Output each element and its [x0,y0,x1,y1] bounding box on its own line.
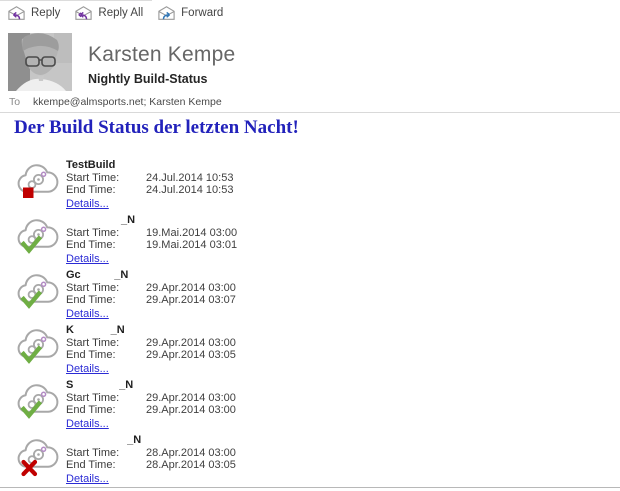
reply-all-label: Reply All [98,7,144,19]
details-link[interactable]: Details... [66,307,109,320]
start-time-value: 29.Apr.2014 03:00 [146,282,236,294]
end-time-value: 29.Apr.2014 03:05 [146,349,236,362]
build-name: TestBuild [66,159,116,171]
cloud-success-icon [12,322,60,372]
details-link[interactable]: Details... [66,197,109,210]
end-time-value: 29.Apr.2014 03:07 [146,294,236,307]
details-link[interactable]: Details... [66,362,109,375]
details-link[interactable]: Details... [66,252,109,265]
build-entry [12,157,432,212]
build-text [66,322,236,377]
build-status-heading: Der Build Status der letzten Nacht! [14,117,299,138]
message-subject: Nightly Build-Status [88,72,208,86]
start-time-value: 28.Apr.2014 03:00 [146,447,236,459]
details-link[interactable]: Details... [66,417,109,430]
cloud-success-icon [12,377,60,427]
build-text [66,267,236,322]
build-name: Gc _N [66,269,129,281]
end-time-label: End Time: [66,294,116,307]
end-time-value: 24.Jul.2014 10:53 [146,184,234,197]
reply-button[interactable] [7,5,60,21]
build-list [12,157,432,487]
build-entry [12,432,432,487]
end-time-value: 29.Apr.2014 03:00 [146,404,236,417]
header-separator [0,112,620,113]
end-time-value: 28.Apr.2014 03:05 [146,459,236,472]
cloud-stopped-icon [12,157,60,207]
build-entry [12,212,432,267]
build-entry [12,267,432,322]
sender-name[interactable]: Karsten Kempe [88,43,236,66]
reply-all-button[interactable] [74,5,143,21]
start-time-label: Start Time: [66,392,120,404]
end-time-value: 19.Mai.2014 03:01 [146,239,238,252]
build-text [66,377,236,432]
start-time-value: 24.Jul.2014 10:53 [146,172,234,184]
build-entry [12,322,432,377]
reply-icon [7,5,26,21]
response-toolbar [7,5,223,21]
forward-icon [157,5,176,21]
recipient-list[interactable]: kkempe@almsports.net; Karsten Kempe [33,96,222,108]
reply-all-icon [74,5,93,21]
build-text [66,432,236,487]
message-header [8,33,235,91]
end-time-label: End Time: [66,404,116,417]
build-name: K _N [66,324,125,336]
start-time-value: 29.Apr.2014 03:00 [146,337,236,349]
start-time-label: Start Time: [66,172,120,184]
start-time-label: Start Time: [66,282,120,294]
forward-label: Forward [181,7,224,19]
bottom-border-line [0,487,620,488]
start-time-value: 19.Mai.2014 03:00 [146,227,238,239]
build-name: S _N [66,379,134,391]
header-text [88,33,235,91]
build-text [66,157,233,212]
top-border-line [0,0,152,1]
reply-label: Reply [31,7,61,19]
end-time-label: End Time: [66,184,116,197]
cloud-failed-icon [12,432,60,482]
sender-avatar[interactable] [8,33,72,91]
cloud-success-icon [12,212,60,262]
build-text [66,212,237,267]
start-time-label: Start Time: [66,337,120,349]
build-name: _N [66,434,142,446]
end-time-label: End Time: [66,239,116,252]
details-link[interactable]: Details... [66,472,109,485]
recipient-row [9,96,222,108]
start-time-label: Start Time: [66,227,120,239]
cloud-success-icon [12,267,60,317]
forward-button[interactable] [157,5,223,21]
start-time-label: Start Time: [66,447,120,459]
end-time-label: End Time: [66,349,116,362]
build-name: _N [66,214,136,226]
end-time-label: End Time: [66,459,116,472]
build-entry [12,377,432,432]
start-time-value: 29.Apr.2014 03:00 [146,392,236,404]
to-label: To [9,96,21,108]
